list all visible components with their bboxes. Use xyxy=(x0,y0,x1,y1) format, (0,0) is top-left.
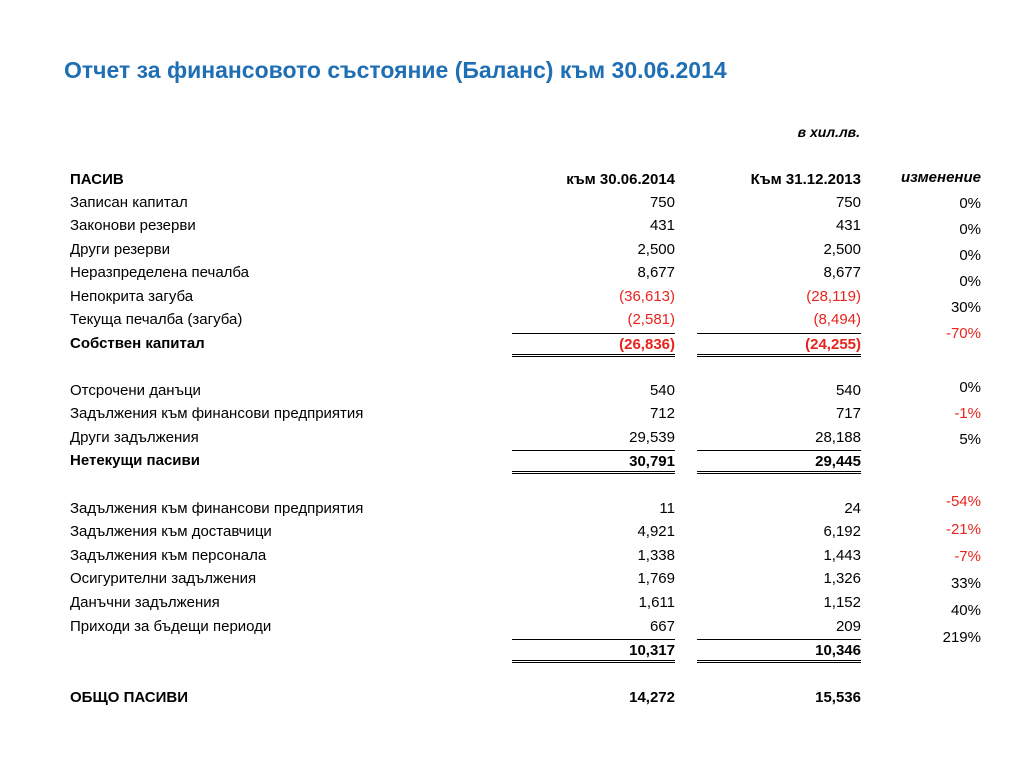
table-row xyxy=(0,239,1024,261)
row-value-current: 750 xyxy=(649,194,675,211)
table-row xyxy=(0,521,1024,543)
row-value-previous: 6,192 xyxy=(823,523,861,540)
header-change: изменение xyxy=(900,169,981,186)
row-value-previous: 8,677 xyxy=(823,264,861,281)
change-value: 33% xyxy=(950,575,981,592)
table-header xyxy=(0,169,1024,191)
row-value-current: 10,317 xyxy=(512,639,675,663)
table-row xyxy=(0,498,1024,520)
subtotal-row xyxy=(0,639,1024,661)
change-value: 5% xyxy=(959,431,981,448)
change-value: -21% xyxy=(945,521,981,538)
change-value: 0% xyxy=(959,195,981,212)
row-value-previous: 29,445 xyxy=(697,450,861,474)
row-value-previous: 750 xyxy=(835,194,861,211)
row-value-previous: 431 xyxy=(835,217,861,234)
row-value-current: (26,836) xyxy=(512,333,675,357)
row-label: Записан капитал xyxy=(70,194,188,211)
page-title: Отчет за финансовото състояние (Баланс) към 30.06.2014 xyxy=(64,57,727,83)
row-value-previous: 1,443 xyxy=(823,547,861,564)
row-value-current: 8,677 xyxy=(637,264,675,281)
table-row xyxy=(0,568,1024,590)
row-value-current: 667 xyxy=(649,618,675,635)
table-row xyxy=(0,403,1024,425)
row-label: Приходи за бъдещи периоди xyxy=(70,618,272,635)
row-label: Други задължения xyxy=(70,429,199,446)
row-label: ОБЩО ПАСИВИ xyxy=(70,689,189,706)
table-row xyxy=(0,380,1024,402)
row-value-current: (2,581) xyxy=(627,311,675,328)
row-label: Задължения към доставчици xyxy=(70,523,272,540)
total-row xyxy=(0,687,1024,709)
row-value-previous: 1,326 xyxy=(823,570,861,587)
table-row xyxy=(0,427,1024,449)
row-value-current: 11 xyxy=(659,500,675,517)
row-value-current: 540 xyxy=(649,382,675,399)
row-value-current: 1,769 xyxy=(637,570,675,587)
row-value-current: (36,613) xyxy=(619,288,675,305)
table-row xyxy=(0,592,1024,614)
row-value-previous: 24 xyxy=(844,500,861,517)
row-label: Непокрита загуба xyxy=(70,288,194,305)
table-row xyxy=(0,262,1024,284)
row-value-previous: 540 xyxy=(835,382,861,399)
row-value-current: 30,791 xyxy=(512,450,675,474)
change-value: -54% xyxy=(945,493,981,510)
change-value: -70% xyxy=(945,325,981,342)
row-label: Други резерви xyxy=(70,241,170,258)
row-value-previous: (8,494) xyxy=(813,311,861,328)
table-row xyxy=(0,286,1024,308)
row-label: Отсрочени данъци xyxy=(70,382,201,399)
table-row xyxy=(0,215,1024,237)
row-value-previous: 28,188 xyxy=(815,429,861,446)
row-label: Задължения към персонала xyxy=(70,547,267,564)
change-value: -1% xyxy=(954,405,981,422)
row-value-previous: 2,500 xyxy=(823,241,861,258)
row-value-previous: 209 xyxy=(835,618,861,635)
row-label: Данъчни задължения xyxy=(70,594,220,611)
row-value-current: 4,921 xyxy=(637,523,675,540)
table-row xyxy=(0,616,1024,638)
row-value-previous: (24,255) xyxy=(697,333,861,357)
subtotal-row xyxy=(0,450,1024,472)
change-value: 0% xyxy=(959,221,981,238)
row-label: Задължения към финансови предприятия xyxy=(70,405,364,422)
header-col-current: към 30.06.2014 xyxy=(566,171,675,188)
change-value: 0% xyxy=(959,379,981,396)
table-row xyxy=(0,545,1024,567)
row-label: Текуща печалба (загуба) xyxy=(70,311,243,328)
units-note: в хил.лв. xyxy=(797,124,860,140)
subtotal-row xyxy=(0,333,1024,355)
row-label: Нетекущи пасиви xyxy=(70,452,200,469)
row-value-previous: 1,152 xyxy=(823,594,861,611)
row-value-previous: 10,346 xyxy=(697,639,861,663)
change-value: 40% xyxy=(950,602,981,619)
row-value-previous: 717 xyxy=(835,405,861,422)
header-label: ПАСИВ xyxy=(70,171,124,188)
row-value-previous: (28,119) xyxy=(806,288,861,305)
row-label: Задължения към финансови предприятия xyxy=(70,500,364,517)
row-label: Осигурителни задължения xyxy=(70,570,257,587)
change-value: -7% xyxy=(954,548,981,565)
change-value: 0% xyxy=(959,247,981,264)
table-row xyxy=(0,309,1024,331)
change-value: 219% xyxy=(942,629,981,646)
row-value-current: 712 xyxy=(649,405,675,422)
row-value-current: 14,272 xyxy=(629,689,675,706)
change-value: 0% xyxy=(959,273,981,290)
row-label: Собствен капитал xyxy=(70,335,205,352)
row-label: Законови резерви xyxy=(70,217,196,234)
header-col-previous: Към 31.12.2013 xyxy=(750,171,861,188)
row-label: Неразпределена печалба xyxy=(70,264,249,281)
row-value-current: 1,611 xyxy=(638,594,675,611)
change-value: 30% xyxy=(950,299,981,316)
row-value-current: 1,338 xyxy=(637,547,675,564)
table-row xyxy=(0,192,1024,214)
row-value-current: 29,539 xyxy=(629,429,675,446)
row-value-previous: 15,536 xyxy=(815,689,861,706)
row-value-current: 2,500 xyxy=(637,241,675,258)
row-value-current: 431 xyxy=(649,217,675,234)
